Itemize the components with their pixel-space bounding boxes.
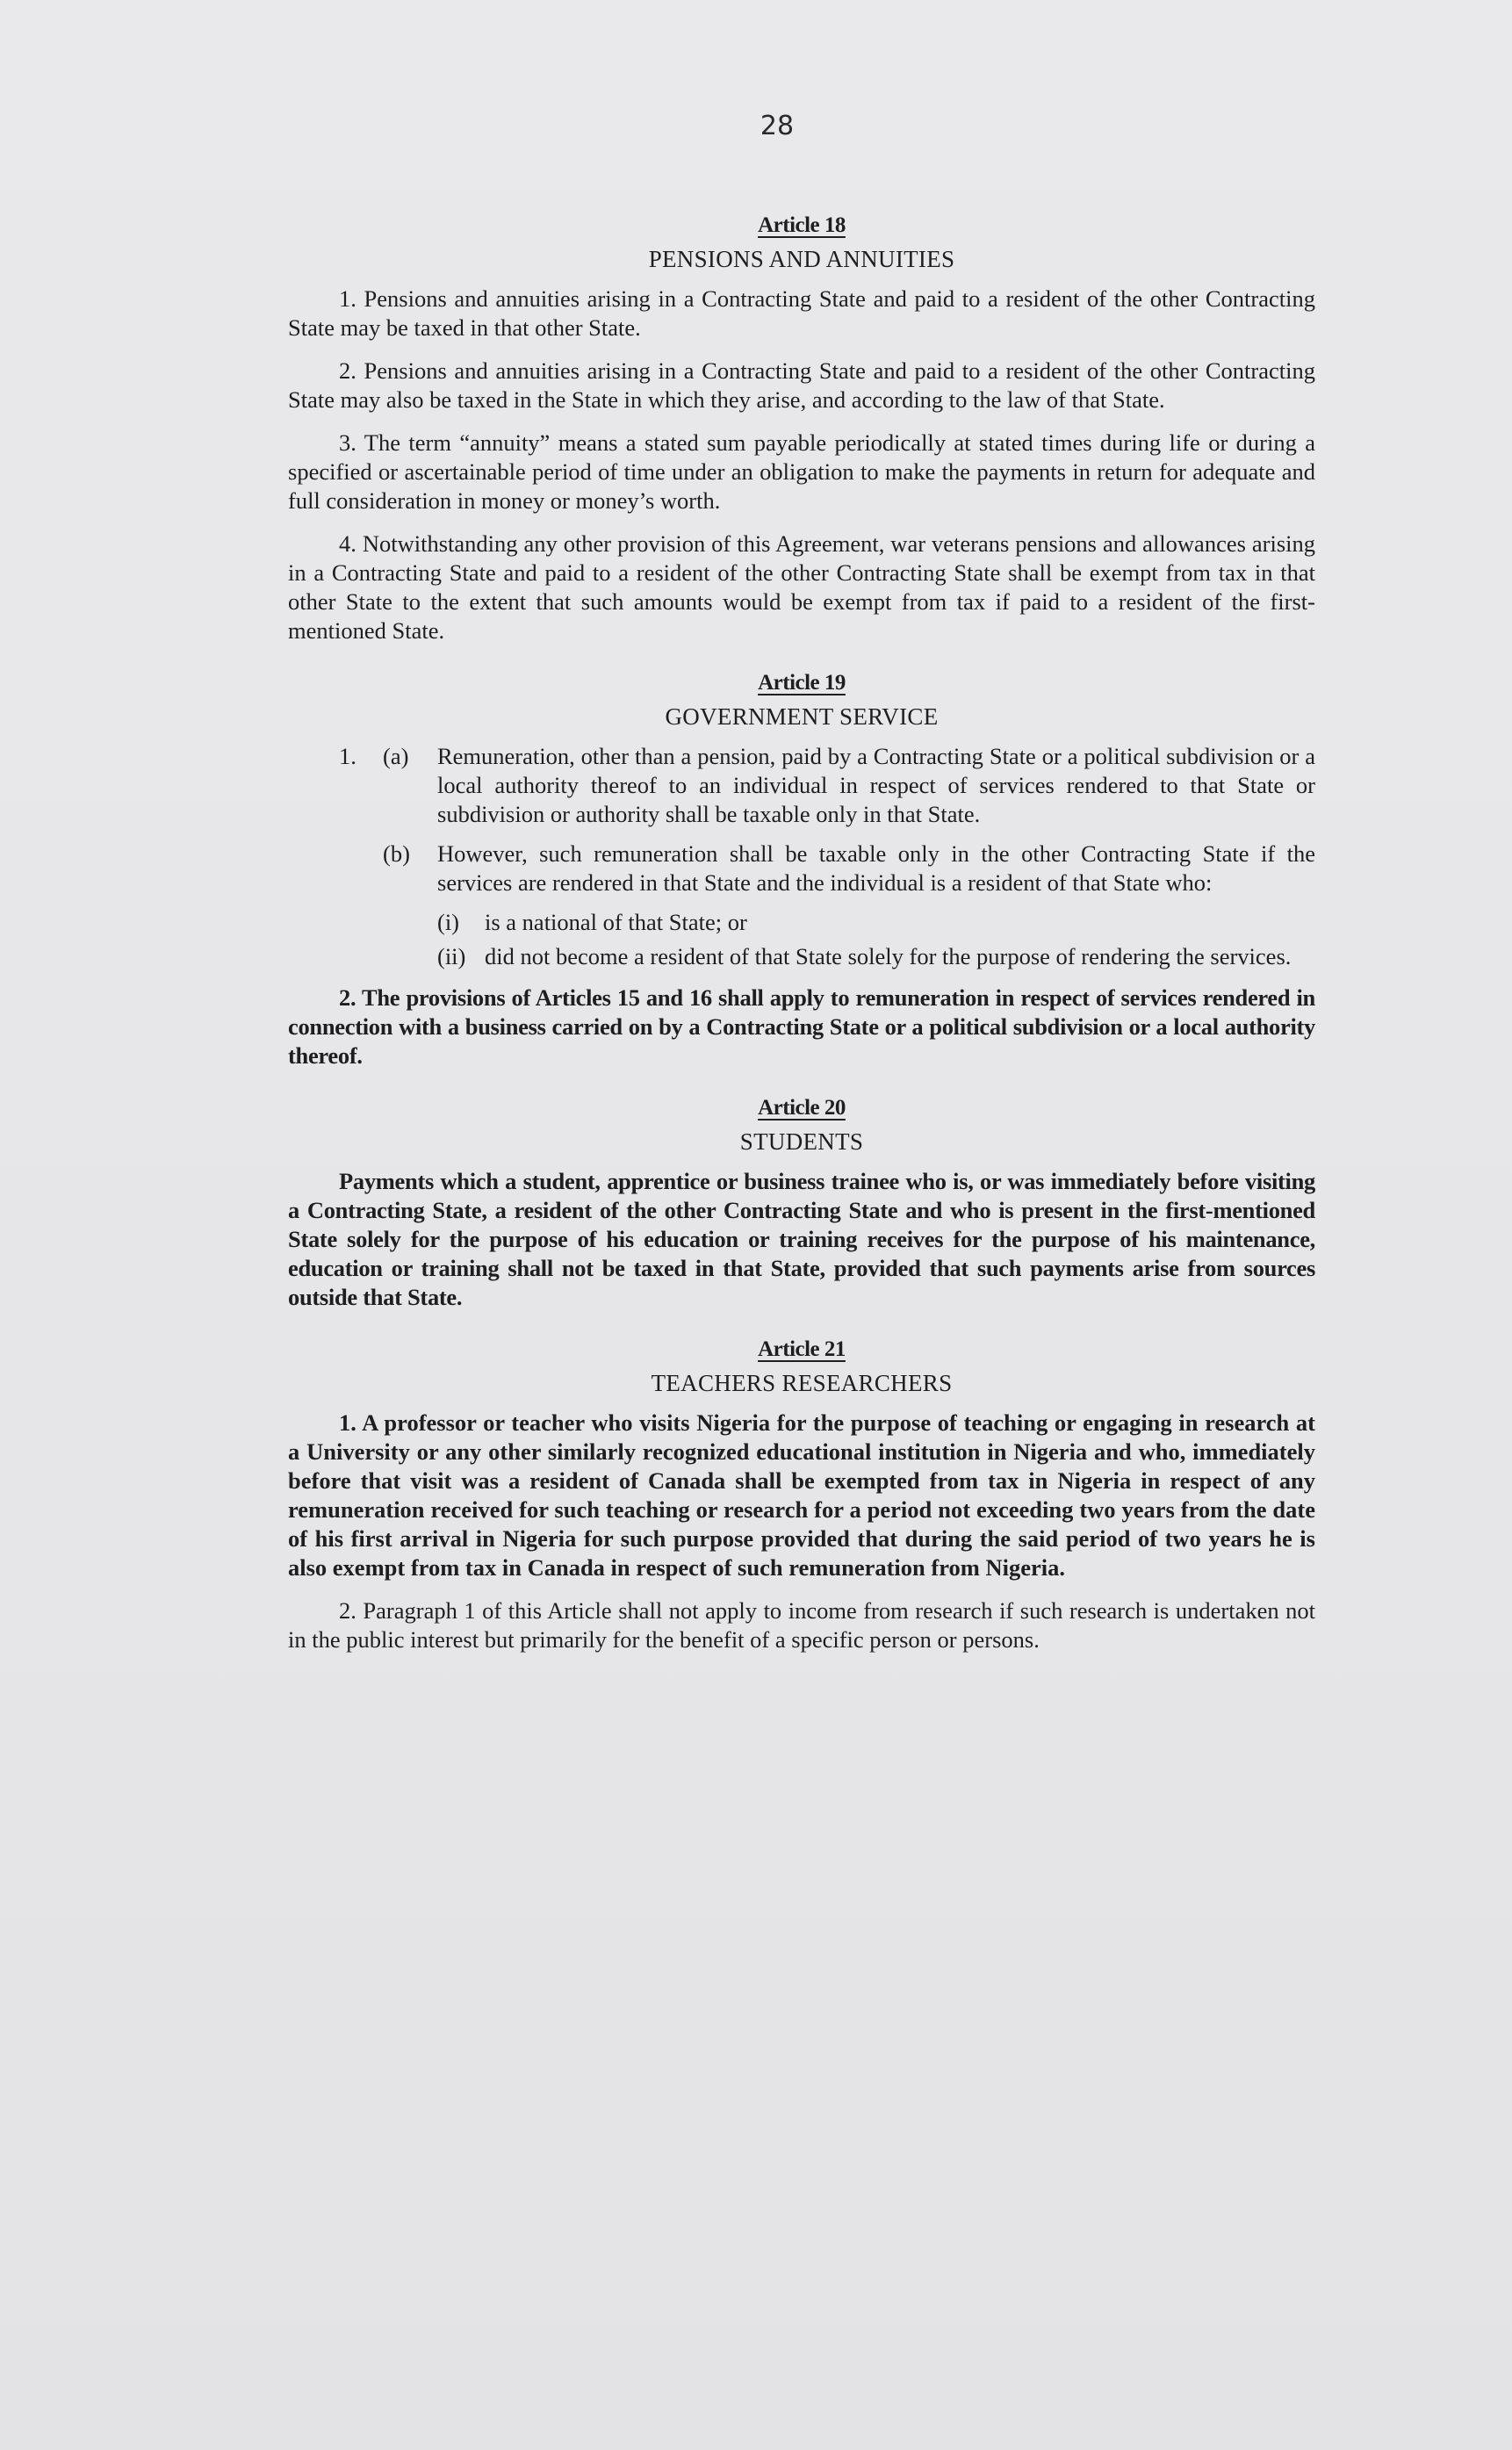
article-title: GOVERNMENT SERVICE — [665, 703, 939, 730]
subparagraph-mark: (i) — [437, 909, 460, 935]
article-label: Article 18 — [758, 213, 846, 237]
subparagraph-1b-i — [288, 908, 1315, 937]
paragraph: Payments which a student, apprentice or business trainee who is, or was immediately before visiting a Contracting State, a resident of the other Contracting State and who is present in the first-mentioned State solely for the purpose of his education or training receives for the purpose of his maintenance, education or training shall not be taxed in that State, provided that such payments arise from sources outside that State. — [288, 1168, 1315, 1310]
subparagraph-mark: (b) — [383, 840, 410, 867]
paragraph: 4. Notwithstanding any other provision of this Agreement, war veterans pensions and allowances arising in a Contracting State and paid to a resident of the other Contracting State shall be exempt from tax in that other State to the extent that such amounts would be exempt from tax if paid to a resident of the first-mentioned State. — [288, 530, 1315, 644]
subparagraph-text: However, such remuneration shall be taxable only in the other Contracting State if the services are rendered in that State and the individual is a resident of that State who: — [437, 840, 1315, 896]
paragraph: 2. Paragraph 1 of this Article shall not apply to income from research if such research is undertaken not in the public interest but primarily for the benefit of a specific person or persons. — [288, 1597, 1315, 1653]
paragraph: 3. The term “annuity” means a stated sum payable periodically at stated times during life or during a specified or ascertainable period of time under an obligation to make the payments in return for adequate and full consideration in money or money’s worth. — [288, 429, 1315, 514]
paragraph: 2. Pensions and annuities arising in a Contracting State and paid to a resident of the other Contracting State may also be taxed in the State in which they arise, and according to the law of that State. — [288, 357, 1315, 413]
article-label: Article 19 — [758, 671, 846, 695]
paragraph: 2. The provisions of Articles 15 and 16 shall apply to remuneration in respect of services rendered in connection with a business carried on by a Contracting State or a political subdivision or a local authority thereof. — [288, 984, 1315, 1069]
subparagraph-1b-ii — [288, 942, 1315, 971]
article-20 — [288, 1093, 1315, 1312]
subparagraph-text: Remuneration, other than a pension, paid by a Contracting State or a political subdivision or a local authority thereof to an individual in respect of services rendered to that State or subdivision or authority shall be taxable only in that State. — [437, 743, 1315, 827]
subparagraph-1a — [288, 742, 1315, 829]
article-21 — [288, 1335, 1315, 1654]
document-body — [288, 211, 1315, 1668]
article-title: STUDENTS — [739, 1128, 864, 1155]
subparagraph-mark: (a) — [383, 743, 409, 769]
subparagraph-mark: (ii) — [437, 943, 466, 969]
subparagraph-1b — [288, 839, 1315, 897]
article-label: Article 21 — [758, 1337, 846, 1361]
paragraph: 1. Pensions and annuities arising in a Contracting State and paid to a resident of the other Contracting State may be taxed in that other State. — [288, 285, 1315, 341]
paragraph: 1. A professor or teacher who visits Nigeria for the purpose of teaching or engaging in research at a University or any other similarly recognized educational institution in Nigeria and who, immediately before that visit was a resident of Canada shall be exempted from tax in Nigeria in respect of any remuneration received for such teaching or research for a period not exceeding two years from the date of his first arrival in Nigeria for such purpose provided that during the said period of two years he is also exempt from tax in Canada in respect of such remuneration from Nigeria. — [288, 1409, 1315, 1581]
page-number: 28 — [760, 111, 795, 141]
article-18 — [288, 211, 1315, 645]
article-label: Article 20 — [758, 1096, 846, 1120]
article-19 — [288, 668, 1315, 1070]
subparagraph-text: did not become a resident of that State solely for the purpose of rendering the services. — [485, 943, 1292, 969]
paragraph-number: 1. — [339, 743, 356, 769]
article-title: TEACHERS RESEARCHERS — [651, 1370, 953, 1396]
article-title: PENSIONS AND ANNUITIES — [648, 246, 955, 272]
subparagraph-text: is a national of that State; or — [485, 909, 747, 935]
